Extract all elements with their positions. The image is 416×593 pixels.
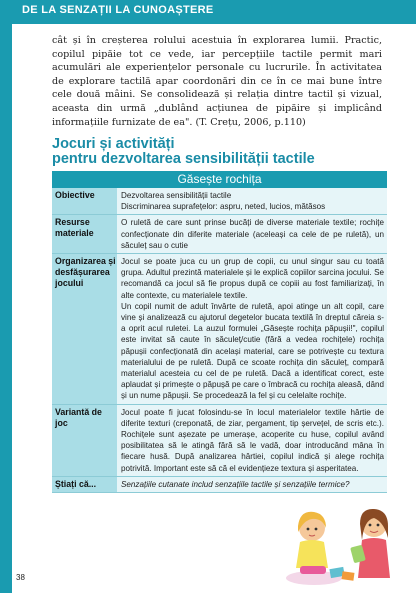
table-row-resources	[52, 215, 387, 254]
section-title-line-1: Jocuri și activități	[52, 136, 175, 152]
row-line: Senzațiile cutanate includ senzațiile tactile și senzațiile termice?	[121, 479, 350, 489]
row-value	[117, 188, 387, 214]
table-row-variant	[52, 405, 387, 477]
row-line: Dezvoltarea sensibilității tactile	[121, 191, 232, 200]
table-row-objectives	[52, 188, 387, 215]
row-label: Variantă de joc	[52, 405, 117, 476]
page-number: 38	[16, 573, 25, 582]
row-label: Resurse materiale	[52, 215, 117, 253]
row-value	[117, 254, 387, 404]
activity-table	[52, 171, 387, 493]
row-label: Obiective	[52, 188, 117, 214]
row-value	[117, 405, 387, 476]
header-bar	[0, 0, 416, 24]
row-value	[117, 215, 387, 253]
table-caption: Găsește rochița	[52, 171, 387, 188]
side-accent-bar	[0, 24, 12, 593]
row-line: Un copil numit de adult învârte de ruletă, apoi atinge un alt copil, care vine și analizează cu ajutorul degetelor bucata textilă în dreptul căreia s-a oprit acul ruletei. La auzul formulei „Găsește rochița păpușii!", copilul este invitat să caute în săculeț/cutie (fără a vedea rochițele) rochița păpușii confecționată din același material, care se potrivește cu textura materialului de pe ruletă. După ce scoate rochița din săculeț, compară materialul acesteia cu cel de pe ruletă. Dacă a identificat corect, este aplaudat și primește o păpușă pe care o îmbracă cu rochița aleasă, dând și un nume păpușii. Se procedează la fel și cu celelalte rochițe.	[121, 301, 384, 401]
section-title	[52, 137, 392, 167]
intro-text	[52, 34, 382, 129]
chapter-title: DE LA SENZAȚII LA CUNOAȘTERE	[22, 4, 214, 16]
row-line: Jocul se poate juca cu un grup de copii, cu unul singur sau cu toată grupa. Adultul prezintă materialele și le explică copiilor sarcina jocului. Se recomandă ca jocul să fie propus după ce copiii au fost familiarizați, în alte contexte, cu materialele textile.	[121, 257, 384, 300]
intro-paragraph: cât și în creșterea rolului acestuia în explorarea lumii. Practic, copilul pipăie tot ce vede, iar percepțiile tactile permit mari acumulări ale experiențelor personale cu lucrurile. În activitatea de explorare tactilă apar coordonări din ce în ce mai bune între cele două mâini. Se consolidează și relația dintre tactil și vizual, aceasta din urmă „dublând acțiunea de pipăire și implicând informațiile furnizate de ea". (T. Crețu, 2006, p.110)	[52, 35, 382, 128]
row-line: O ruletă de care sunt prinse bucăți de diverse materiale textile; rochițe confecționate din diferite materiale (aceleași ca cele de pe ruletă), un săculeț sau o cutie	[121, 218, 384, 250]
row-label: Știați că...	[52, 477, 117, 492]
children-illustration	[282, 488, 402, 588]
section-title-line-2: pentru dezvoltarea sensibilității tactile	[52, 151, 315, 167]
row-line: Jocul poate fi jucat folosindu-se în locul materialelor textile hârtie de diferite texturi (creponată, de ziar, pergament, tip șervețel, de scris etc.). Rochițele sunt așezate pe umerașe, acoperite cu huse, copilul având posibilitatea să le atingă fără să le vadă, doar introducând mâna în fiecare husă. După analizarea hârtiei, copilul indică și alege rochița potrivită. Important este să că el evidențieze textura și asperitatea.	[121, 407, 384, 473]
row-label: Organizarea și desfășurarea jocului	[52, 254, 117, 404]
table-row-organization	[52, 254, 387, 405]
row-line: Discriminarea suprafețelor: aspru, neted, lucios, mătăsos	[121, 202, 326, 212]
